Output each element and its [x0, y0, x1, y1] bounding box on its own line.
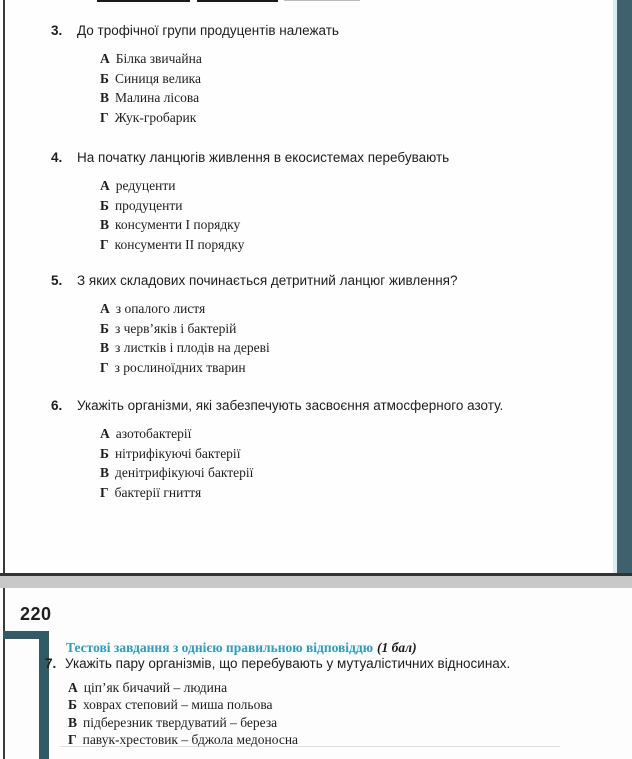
teal-margin-bar	[617, 0, 632, 573]
option-letter: А	[100, 426, 110, 441]
option-text: підберезник твердуватий – береза	[83, 714, 278, 730]
question-number: 4.	[51, 150, 63, 165]
option-letter: Г	[100, 109, 109, 125]
option-text: ціп’як бичачий – людина	[83, 680, 228, 695]
question-number: 5.	[51, 273, 63, 288]
option-row	[100, 299, 458, 319]
option-text: редуценти	[115, 178, 176, 193]
option-list	[100, 49, 339, 127]
option-letter: В	[68, 714, 78, 730]
page-edge-line	[3, 588, 5, 759]
option-letter: А	[68, 680, 78, 695]
option-row	[100, 358, 458, 378]
section-heading-points: (1 бал)	[377, 640, 417, 655]
option-letter: В	[100, 90, 110, 105]
page-number: 220	[20, 604, 52, 624]
page-edge-line	[3, 0, 5, 573]
option-row	[100, 88, 339, 108]
option-row	[100, 235, 449, 255]
option-row	[100, 444, 503, 464]
question-stem	[51, 397, 503, 414]
option-list	[100, 424, 503, 502]
option-row	[68, 679, 510, 696]
option-row	[100, 69, 339, 89]
option-row	[100, 463, 503, 483]
question-stem	[51, 272, 458, 289]
option-letter: Г	[100, 236, 109, 252]
question-stem	[51, 22, 339, 39]
option-text: денітрифікуючі бактерії	[115, 465, 254, 480]
option-row	[100, 49, 339, 69]
option-text: консументи І порядку	[115, 217, 241, 232]
question-text: З яких складових починається детритний ланцюг живлення?	[77, 273, 458, 288]
question-text: Укажіть пару організмів, що перебувають у мутуалістичних відносинах.	[65, 656, 511, 671]
option-letter: А	[100, 51, 110, 66]
option-row	[100, 338, 458, 358]
question-text: Укажіть організми, які забезпечують засвоєння атмосферного азоту.	[77, 398, 504, 413]
option-row	[68, 696, 510, 713]
option-text: павук-хрестовик – бджола медоносна	[82, 731, 299, 747]
option-text: з листків і плодів на дереві	[115, 340, 270, 355]
question-6	[51, 397, 503, 502]
option-text: Синиця велика	[114, 70, 202, 86]
option-letter: Б	[100, 445, 109, 461]
question-5	[51, 272, 458, 377]
question-stem	[45, 655, 510, 672]
option-letter: В	[100, 465, 110, 480]
option-letter: В	[100, 340, 110, 355]
option-text: продуценти	[114, 197, 183, 213]
option-row	[68, 714, 510, 731]
option-text: ховрах степовий – миша польова	[82, 697, 273, 713]
option-letter: Г	[68, 731, 77, 747]
option-letter: А	[100, 178, 110, 193]
question-number: 6.	[51, 398, 63, 413]
cropped-text-fragment	[97, 0, 190, 2]
option-text: Жук-гробарик	[114, 109, 197, 125]
option-row	[68, 731, 510, 748]
option-row	[100, 108, 339, 128]
option-text: бактерії гниття	[114, 484, 202, 500]
option-text: з черв’яків і бактерій	[114, 320, 237, 336]
question-7	[45, 655, 510, 748]
question-stem	[51, 149, 449, 166]
option-text: Білка звичайна	[115, 51, 202, 66]
option-row	[100, 196, 449, 216]
option-list	[68, 679, 510, 748]
option-letter: Б	[68, 697, 77, 713]
option-letter: В	[100, 217, 110, 232]
option-row	[100, 424, 503, 444]
section-heading	[66, 640, 417, 656]
option-row	[100, 483, 503, 503]
page-break-divider	[0, 576, 632, 588]
cropped-text-fragment	[284, 0, 360, 1]
question-number: 3.	[51, 23, 63, 38]
option-letter: Г	[100, 359, 109, 375]
option-text: Малина лісова	[115, 90, 200, 105]
option-letter: Б	[100, 197, 109, 213]
option-list	[100, 299, 458, 377]
section-heading-text: Тестові завдання з однією правильною відповіддю	[66, 640, 374, 655]
question-number: 7.	[45, 656, 57, 671]
option-text: азотобактерії	[115, 426, 192, 441]
question-text: До трофічної групи продуцентів належать	[77, 23, 339, 38]
question-text: На початку ланцюгів живлення в екосистемах перебувають	[77, 150, 450, 165]
option-text: консументи ІІ порядку	[114, 236, 245, 252]
option-text: з опалого листя	[115, 301, 206, 316]
option-letter: Б	[100, 70, 109, 86]
option-row	[100, 215, 449, 235]
option-row	[100, 176, 449, 196]
option-letter: Б	[100, 320, 109, 336]
cropped-text-fragment	[197, 0, 278, 2]
option-list	[100, 176, 449, 254]
option-row	[100, 319, 458, 339]
option-text: з рослиноїдних тварин	[114, 359, 246, 375]
option-letter: А	[100, 301, 110, 316]
option-letter: Г	[100, 484, 109, 500]
option-text: нітрифікуючі бактерії	[114, 445, 241, 461]
question-3	[51, 22, 339, 127]
question-4	[51, 149, 449, 254]
